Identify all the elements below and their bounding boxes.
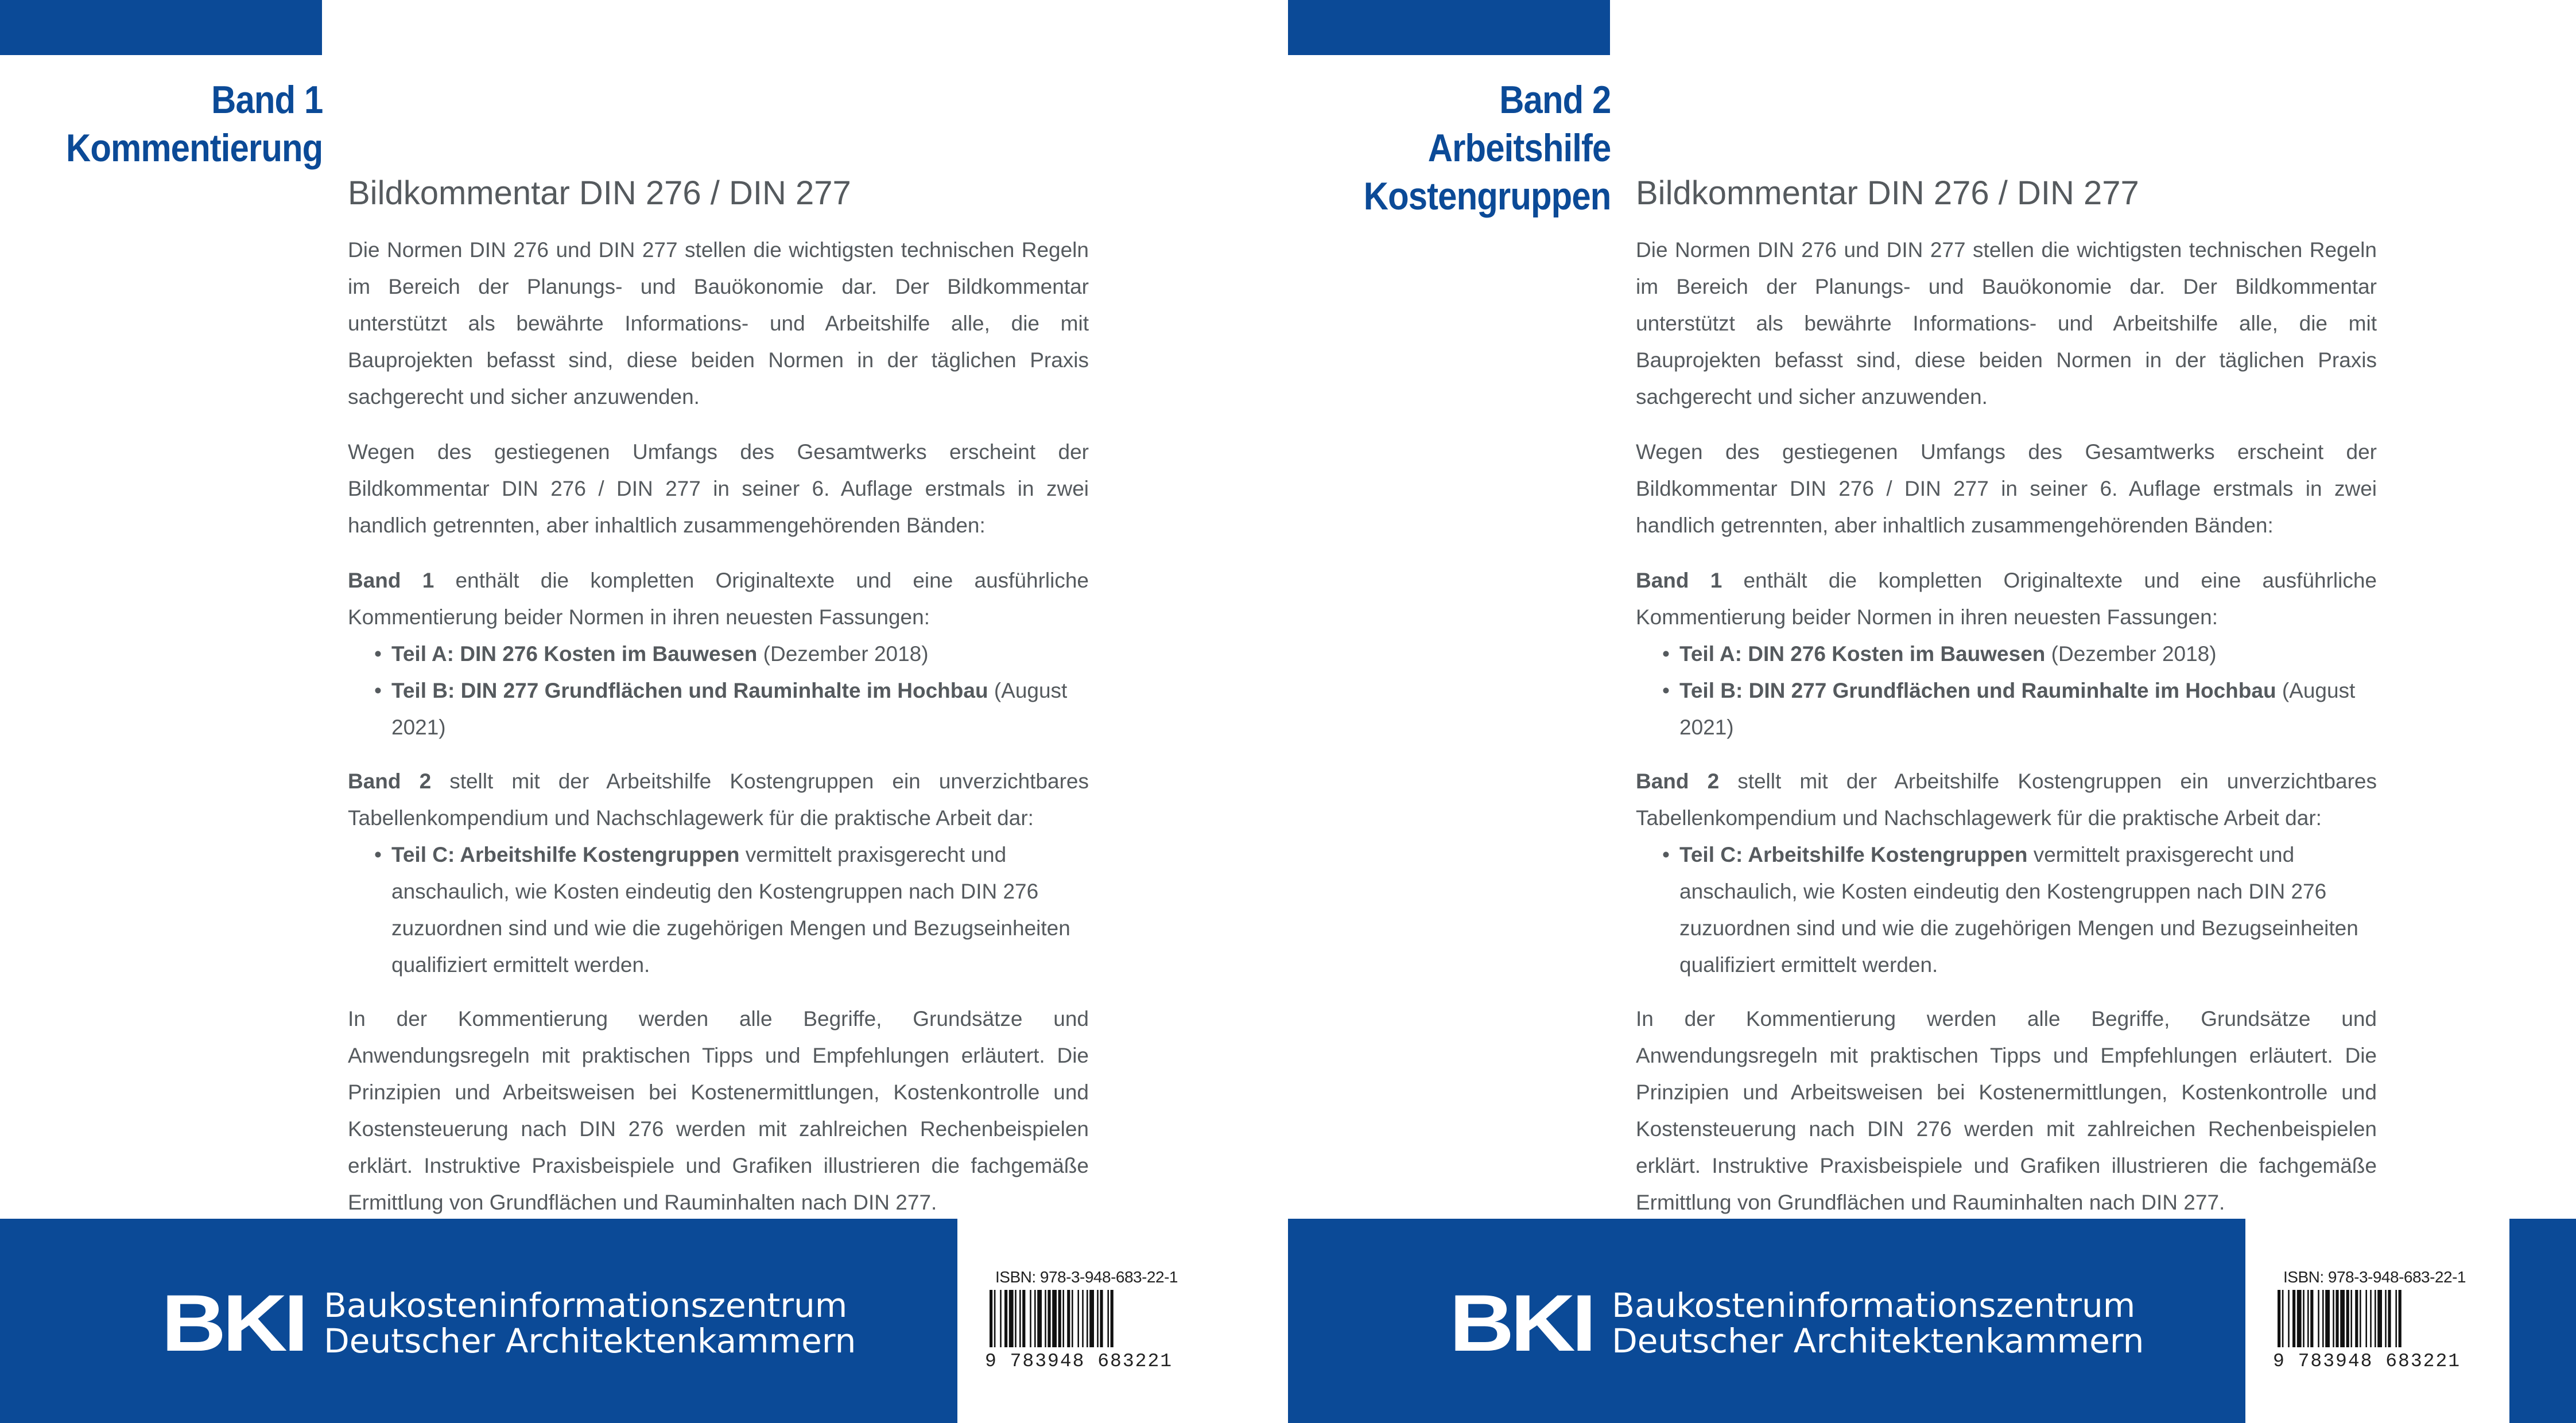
band-2-parts-list (348, 837, 1089, 983)
publisher-name-line-2: Deutscher Architektenkammern (1612, 1321, 2144, 1360)
part-c-title: Teil C: Arbeitshilfe Kostengruppen (391, 843, 740, 866)
band-title-line-2: Kommentierung (65, 126, 323, 170)
description-text (1636, 172, 2377, 1239)
cover-panel-band-2 (1288, 0, 2576, 1423)
paragraph-volumes: Wegen des gestiegenen Umfangs des Gesamtwerks erscheint der Bildkommentar DIN 276 / DIN 277 in seiner 6. Auflage erstmals in zwei handlich getrennten, aber inhaltlich zusammengehörenden Bänden: (348, 440, 1089, 537)
part-b-date: (August 2021) (1679, 679, 2356, 739)
paragraph-commentary: In der Kommentierung werden alle Begriffe, Grundsätze und Anwendungsregeln mit praktischen Tipps und Empfehlungen erläutert. Die Prinzipien und Arbeitsweisen bei Kostenermittlungen, Kostenkontrolle und Kostensteuerung nach DIN 276 werden mit zahlreichen Rechenbeispielen erklärt. Instruktive Praxisbeispiele und Grafiken illustrieren die fachgemäße Ermittlung von Grundflächen und Rauminhalten nach DIN 277. (348, 1007, 1089, 1214)
paragraph-intro: Die Normen DIN 276 und DIN 277 stellen die wichtigsten technischen Regeln im Bereich der Planungs- und Bauökonomie dar. Der Bildkommentar unterstützt als bewährte Informations- und Arbeitshilfe alle, die mit Bauprojekten befasst sind, diese beiden Normen in der täglichen Praxis sachgerecht und sicher anzuwenden. (1636, 238, 2377, 409)
band-title-line-2: Arbeitshilfe (1427, 126, 1611, 170)
description-text (348, 172, 1089, 1239)
bullet-icon: • (374, 679, 382, 702)
band-2-description: stellt mit der Arbeitshilfe Kostengruppen ein unverzichtbares Tabellenkompendium und Nachschlagewerk für die praktische Arbeit dar: (348, 769, 1089, 830)
part-b-date: (August 2021) (391, 679, 1068, 739)
isbn-label: ISBN: 978-3-948-683-22-1 (2283, 1268, 2466, 1286)
band-title-line-3: Kostengruppen (1363, 174, 1611, 218)
list-item (348, 672, 1089, 746)
band-title-line-1: Band 1 (211, 78, 323, 122)
publisher-name-line-1: Baukosteninformationszentrum (1612, 1286, 2136, 1325)
top-accent-bar (0, 0, 322, 55)
footer-gap (1221, 1219, 1288, 1423)
isbn-barcode-box (2245, 1219, 2509, 1423)
list-item (1636, 636, 2377, 672)
band-1-parts-list (348, 636, 1089, 746)
page-title: Bildkommentar DIN 276 / DIN 277 (348, 174, 851, 212)
barcode-digits: 9 783948 683221 (985, 1351, 1173, 1372)
part-a-date: (Dezember 2018) (757, 642, 929, 666)
part-c-description: vermittelt praxisgerecht und anschaulich, wie Kosten eindeutig den Kostengruppen nach DIN 276 zuzuordnen sind und wie die zugehörigen Mengen und Bezugseinheiten qualifiziert ermittelt werden. (1679, 843, 2358, 977)
publisher-name (1612, 1288, 2144, 1359)
publisher-name-line-1: Baukosteninformationszentrum (324, 1286, 848, 1325)
list-item (1636, 672, 2377, 746)
bullet-icon: • (1662, 843, 1670, 866)
bullet-icon: • (374, 642, 382, 666)
publisher-name (324, 1288, 856, 1359)
footer-bar-edge (2509, 1219, 2576, 1423)
band-1-parts-list (1636, 636, 2377, 746)
bullet-icon: • (374, 843, 382, 866)
top-accent-bar (1288, 0, 1610, 55)
paragraph-band-2 (1636, 763, 2377, 837)
bullet-icon: • (1662, 642, 1670, 666)
bullet-icon: • (1662, 679, 1670, 702)
band-title (1363, 76, 1611, 220)
paragraph-volumes: Wegen des gestiegenen Umfangs des Gesamtwerks erscheint der Bildkommentar DIN 276 / DIN 277 in seiner 6. Auflage erstmals in zwei handlich getrennten, aber inhaltlich zusammengehörenden Bänden: (1636, 440, 2377, 537)
bki-logo-mark: BKI (161, 1278, 305, 1368)
part-a-date: (Dezember 2018) (2045, 642, 2217, 666)
list-item (1636, 837, 2377, 983)
paragraph-band-1 (1636, 562, 2377, 636)
publisher-name-line-2: Deutscher Architektenkammern (324, 1321, 856, 1360)
band-1-label: Band 1 (348, 569, 434, 592)
bki-logo-mark: BKI (1449, 1278, 1593, 1368)
band-1-label: Band 1 (1636, 569, 1722, 592)
part-c-description: vermittelt praxisgerecht und anschaulich, wie Kosten eindeutig den Kostengruppen nach DIN 276 zuzuordnen sind und wie die zugehörigen Mengen und Bezugseinheiten qualifiziert ermittelt werden. (391, 843, 1070, 977)
part-a-title: Teil A: DIN 276 Kosten im Bauwesen (391, 642, 758, 666)
list-item (348, 636, 1089, 672)
paragraph-band-2 (348, 763, 1089, 837)
band-2-label: Band 2 (348, 769, 432, 793)
isbn-label: ISBN: 978-3-948-683-22-1 (995, 1268, 1178, 1286)
part-a-title: Teil A: DIN 276 Kosten im Bauwesen (1679, 642, 2046, 666)
paragraph-commentary: In der Kommentierung werden alle Begriffe, Grundsätze und Anwendungsregeln mit praktischen Tipps und Empfehlungen erläutert. Die Prinzipien und Arbeitsweisen bei Kostenermittlungen, Kostenkontrolle und Kostensteuerung nach DIN 276 werden mit zahlreichen Rechenbeispielen erklärt. Instruktive Praxisbeispiele und Grafiken illustrieren die fachgemäße Ermittlung von Grundflächen und Rauminhalten nach DIN 277. (1636, 1007, 2377, 1214)
paragraph-intro: Die Normen DIN 276 und DIN 277 stellen die wichtigsten technischen Regeln im Bereich der Planungs- und Bauökonomie dar. Der Bildkommentar unterstützt als bewährte Informations- und Arbeitshilfe alle, die mit Bauprojekten befasst sind, diese beiden Normen in der täglichen Praxis sachgerecht und sicher anzuwenden. (348, 238, 1089, 409)
paragraph-band-1 (348, 562, 1089, 636)
band-2-description: stellt mit der Arbeitshilfe Kostengruppen ein unverzichtbares Tabellenkompendium und Nachschlagewerk für die praktische Arbeit dar: (1636, 769, 2377, 830)
band-1-description: enthält die kompletten Originaltexte und eine ausführliche Kommentierung beider Normen in ihren neuesten Fassungen: (1636, 569, 2377, 629)
isbn-barcode-box (957, 1219, 1221, 1423)
barcode-digits: 9 783948 683221 (2273, 1351, 2461, 1372)
list-item (348, 837, 1089, 983)
publisher-logo (161, 1237, 856, 1409)
page-title: Bildkommentar DIN 276 / DIN 277 (1636, 174, 2139, 212)
part-c-title: Teil C: Arbeitshilfe Kostengruppen (1679, 843, 2028, 866)
band-1-description: enthält die kompletten Originaltexte und eine ausführliche Kommentierung beider Normen in ihren neuesten Fassungen: (348, 569, 1089, 629)
part-b-title: Teil B: DIN 277 Grundflächen und Rauminhalte im Hochbau (391, 679, 988, 702)
publisher-logo (1449, 1237, 2144, 1409)
band-title-line-1: Band 2 (1499, 78, 1611, 122)
band-2-parts-list (1636, 837, 2377, 983)
part-b-title: Teil B: DIN 277 Grundflächen und Rauminhalte im Hochbau (1679, 679, 2276, 702)
band-title (66, 76, 323, 172)
band-2-label: Band 2 (1636, 769, 1720, 793)
